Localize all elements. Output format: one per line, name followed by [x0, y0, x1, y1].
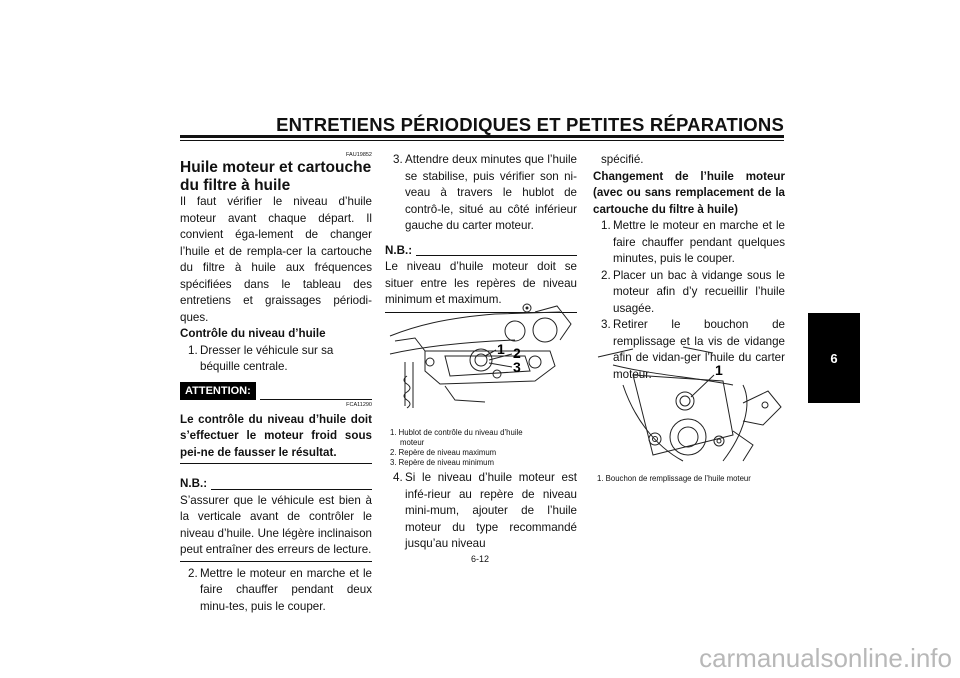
caption-3: 3. Repère de niveau minimum: [390, 458, 495, 467]
chapter-tab-label: 6: [830, 350, 838, 366]
step-2: 2. Mettre le moteur en marche et le faire chauffer pendant deux minu-tes, puis le couper.: [188, 566, 372, 613]
attention-text: Le contrôle du niveau d’huile doit s’effectuer le moteur froid sous pei-ne de fausser le résultat.: [180, 412, 372, 459]
intro-paragraph: Il faut vérifier le niveau d’huile moteur avant chaque départ. Il convient éga-lement de changer l’huile et de rempla-cer la cartouche du filtre à huile aux fréquences spécifiées dans le tableau des entretiens et graissages périodi-ques.: [180, 195, 372, 324]
attention-header: [180, 382, 372, 400]
figure-callout-2: 2: [513, 345, 521, 361]
chapter-tab[interactable]: [808, 313, 860, 403]
step-4: 4. Si le niveau d’huile moteur est infé-rieur au repère de niveau mini-mum, ajouter de l’huile moteur du type recommandé jusqu’au niveau: [393, 471, 577, 550]
figure-callout-3: 3: [513, 359, 521, 375]
caption-2: 2. Repère de niveau maximum: [390, 448, 497, 457]
subheading-check-level: Contrôle du niveau d’huile: [180, 327, 326, 340]
section-code: FAU19852: [346, 152, 372, 158]
figure-1-captions: [390, 428, 580, 468]
note-header: N.B.:: [180, 476, 372, 493]
figure-callout-1: 1: [715, 362, 723, 378]
change-step-2: 2. Placer un bac à vidange sous le moteur afin d’y recueillir l’huile usagée.: [601, 268, 785, 315]
figure-2-caption: 1. Bouchon de remplissage de l’huile moteur: [597, 474, 751, 483]
continued-text: spécifié.: [601, 153, 644, 166]
column-2-bottom: [385, 470, 577, 553]
note-text: S’assurer que le véhicule est bien à la verticale avant de contrôler le niveau d’huile. Une légère inclinaison peut entraîner des erreurs de lecture.: [180, 493, 372, 556]
subheading-oil-change: Changement de l’huile moteur (avec ou sans remplacement de la cartouche du filtre à huile): [593, 169, 785, 216]
attention-badge: ATTENTION:: [180, 382, 256, 400]
note-text: Le niveau d’huile moteur doit se situer entre les repères de niveau minimum et maximum.: [385, 260, 577, 306]
caption-1: 1. Hublot de contrôle du niveau d’huile: [390, 428, 523, 437]
step-3: 3. Attendre deux minutes que l’huile se stabilise, puis vérifier son ni-veau à travers le hublot de contrô-le, situé au côté inférieur gauche du carter moteur.: [393, 153, 577, 232]
column-2: [385, 152, 577, 313]
header-rule-thick: [180, 135, 784, 138]
change-step-3: 3. Retirer le bouchon de remplissage et la vis de vidange afin de vidan-ger l’huile du carter moteur.: [601, 318, 785, 381]
figure-oil-filler-cap: [593, 345, 785, 463]
attention-code: FCA11290: [346, 401, 372, 408]
change-step-1: 1. Mettre le moteur en marche et le faire chauffer pendant quelques minutes, puis le couper.: [601, 219, 785, 265]
column-1: [180, 152, 372, 615]
page-header-title: ENTRETIENS PÉRIODIQUES ET PETITES RÉPARATIONS: [276, 114, 784, 135]
header-rule-thin: [180, 140, 784, 141]
step-1: 1. Dresser le véhicule sur sa béquille centrale.: [188, 343, 334, 373]
watermark: carmanualsonline.info: [699, 643, 952, 673]
section-heading: Huile moteur et cartouche du filtre à huile: [180, 159, 372, 194]
figure-oil-sight-glass: [385, 296, 577, 420]
page-number: 6-12: [470, 554, 489, 564]
figure-callout-1: 1: [497, 341, 505, 357]
caption-1-cont: moteur: [400, 438, 425, 447]
note-header: N.B.:: [385, 243, 577, 260]
